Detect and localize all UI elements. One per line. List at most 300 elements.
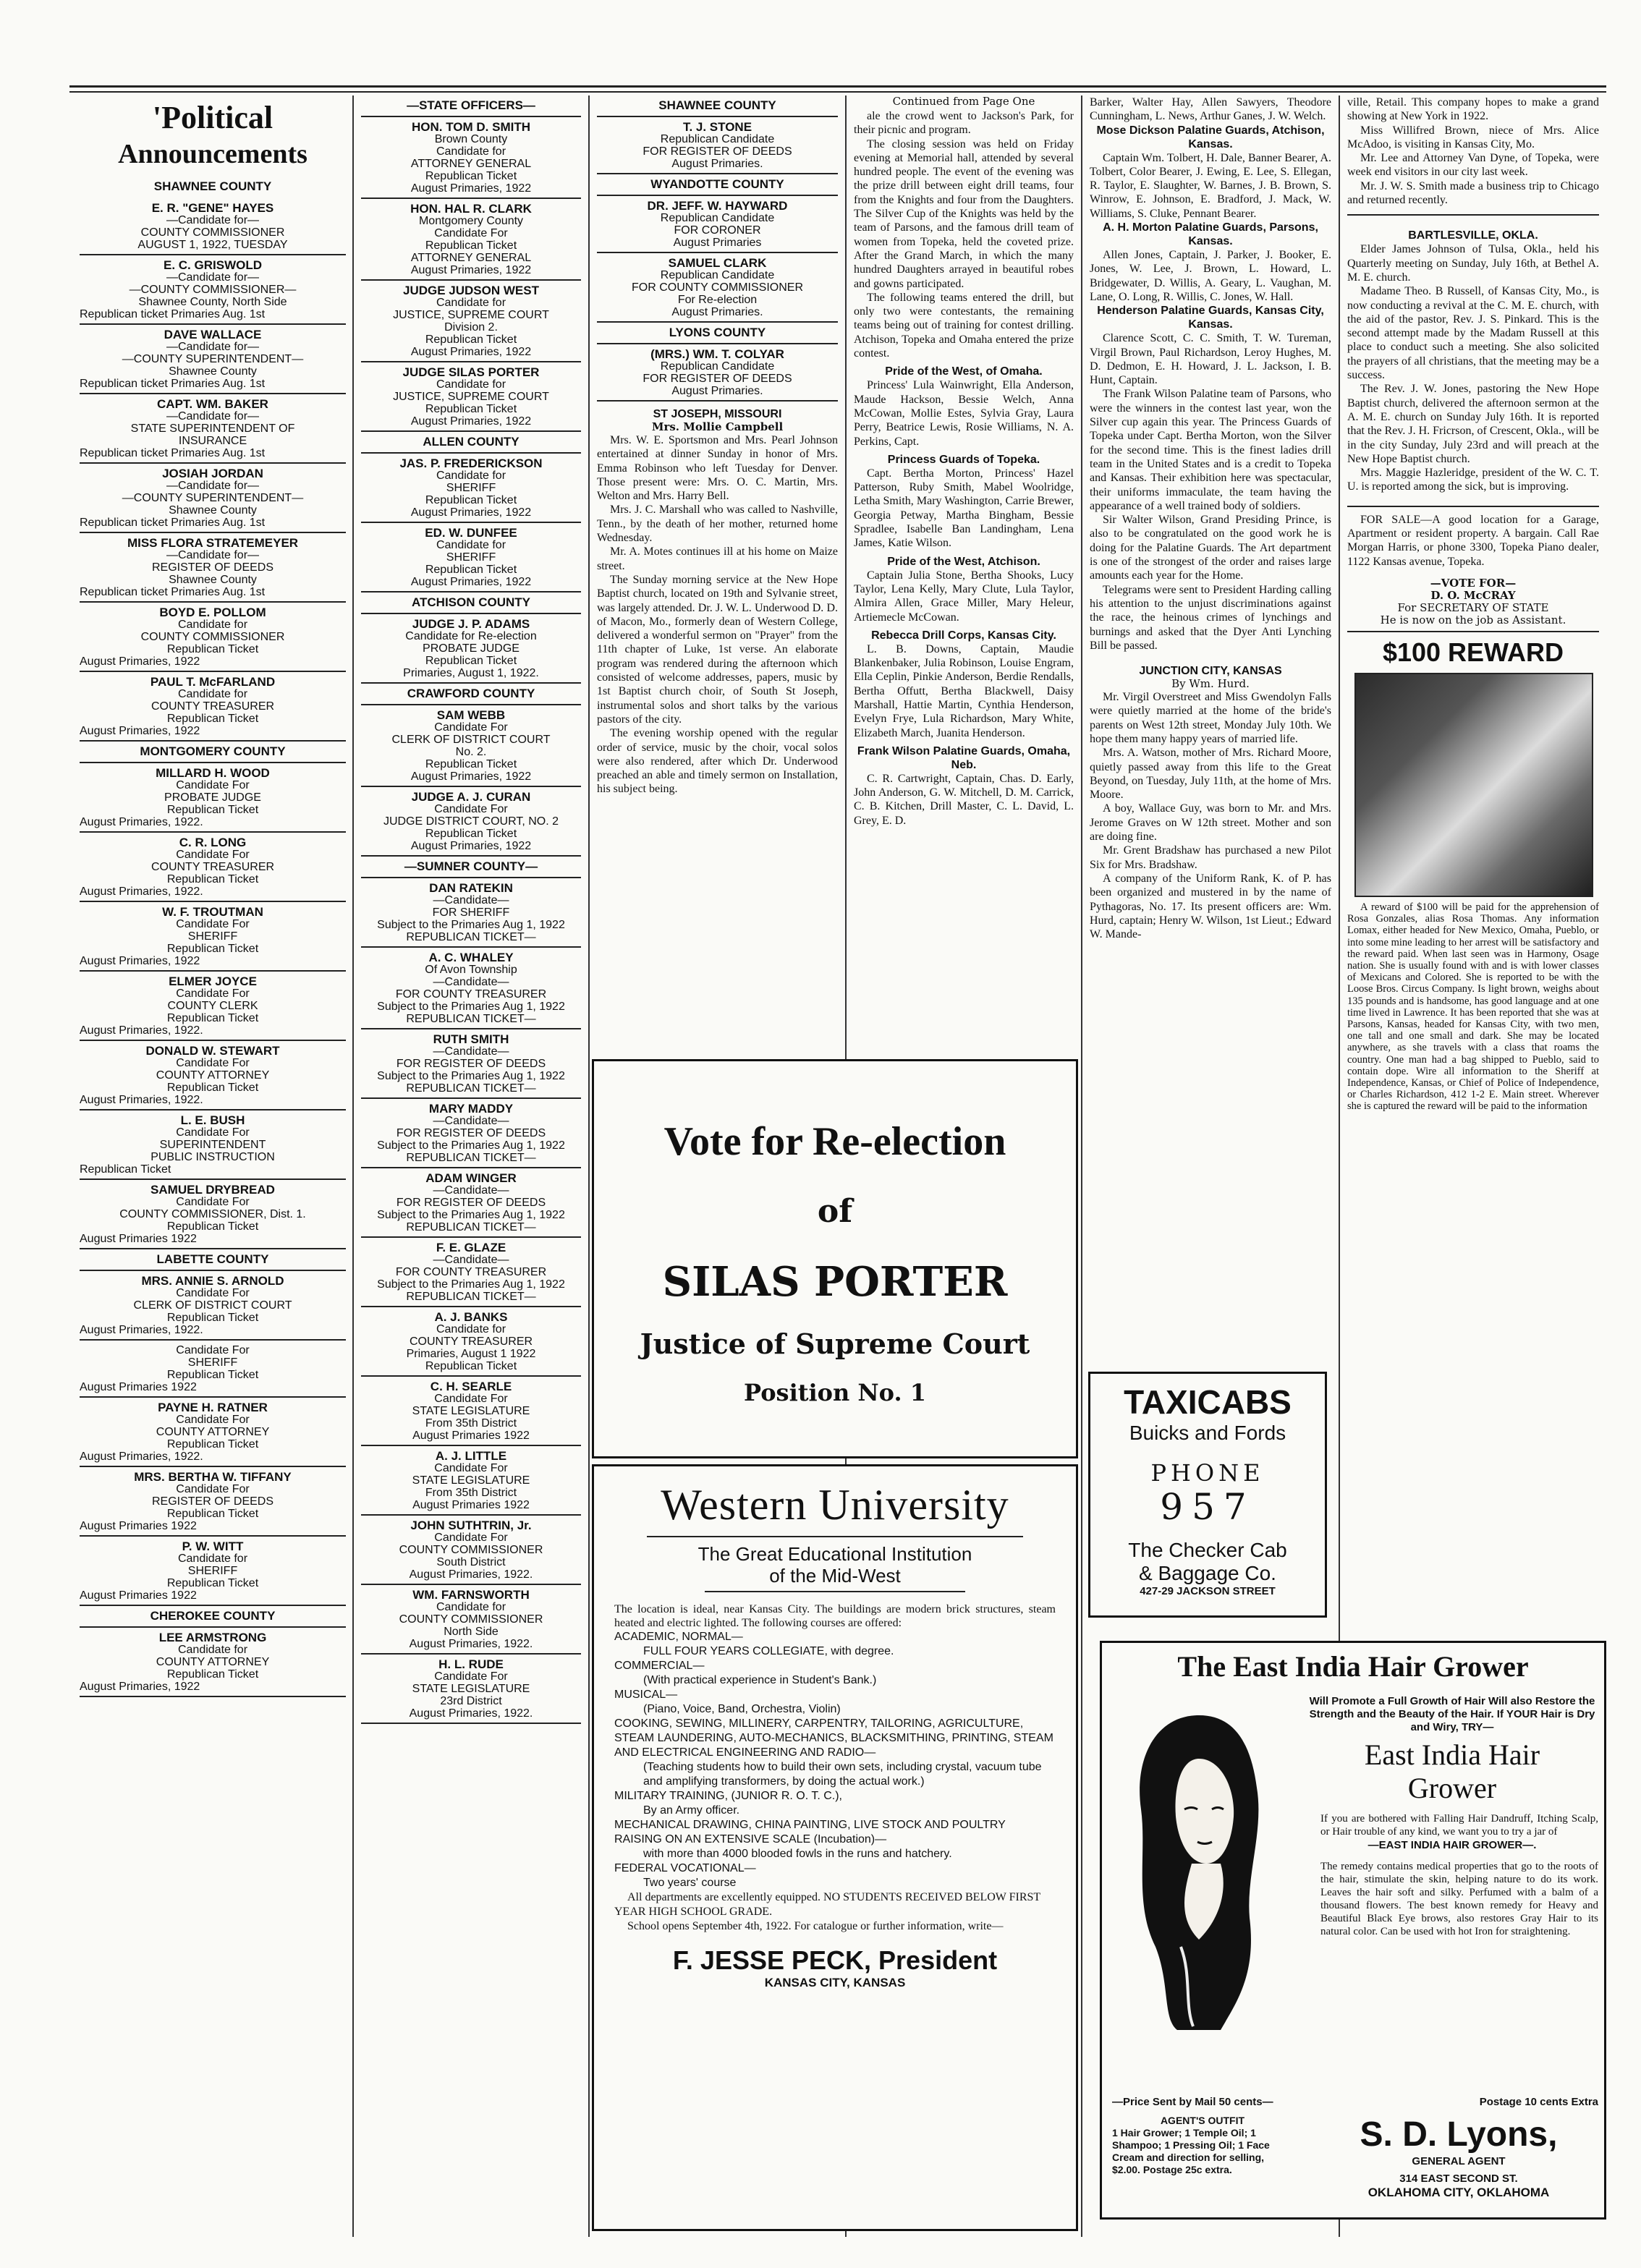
candidate-line: Republican Ticket [425,1360,517,1372]
candidate-line: REPUBLICAN TICKET— [406,1152,536,1164]
paragraph: Mr. A. Motes continues ill at his home on Maize street. [597,545,838,572]
candidate-ticket: Republican Ticket [166,643,259,655]
candidate-block [597,344,838,402]
ad-text: —EAST INDIA HAIR GROWER—. [1368,1839,1537,1851]
candidate-role: —Candidate for— [166,480,260,492]
candidate-line: Subject to the Primaries Aug 1, 1922 [377,919,565,931]
candidate-block [361,281,581,362]
ad-headline: Vote for Re-election [663,1119,1006,1164]
candidate-office: CLERK OF DISTRICT COURT [133,1299,292,1312]
candidate-office: COUNTY ATTORNEY [156,1426,270,1438]
candidate-block [80,672,346,742]
paragraph: The evening worship opened with the regular order of service, music by the choir, vocal solos were also rendered, after which Dr. Underwood preached an able and timely sermon on Installation, his subject being. [597,727,838,796]
section-heading: ALLEN COUNTY [361,432,581,454]
candidate-line: STATE LEGISLATURE [412,1474,530,1487]
course-line: FEDERAL VOCATIONAL— [614,1862,756,1874]
political-announcements-column [75,95,350,1697]
bartlesville-column [1343,95,1603,1571]
paragraph: Mr. Grent Bradshaw has purchased a new Pilot Six for Mrs. Bradshaw. [1090,844,1331,871]
article-body [1090,151,1331,221]
candidate-block [80,972,346,1041]
candidate-ticket2: August Primaries, 1922. [80,816,203,828]
candidate-ticket2: Republican ticket Primaries Aug. 1st [80,378,266,390]
candidate-ticket: Republican Ticket [166,1668,259,1681]
candidate-block [361,1377,581,1446]
paragraph: The following teams entered the drill, but only two were contestants, the remaining teams being out of training for contest drilling. Atchison, Topeka and Omaha entered the prize contest. [854,291,1074,360]
candidate-line: Candidate for [436,1323,506,1335]
candidate-ticket2: August Primaries, 1922 [80,955,200,967]
candidate-line: PROBATE JUDGE [423,642,520,655]
candidate-line: For Re-election [677,294,758,306]
candidate-block [80,533,346,603]
candidate-ticket: INSURANCE [178,435,247,447]
candidate-line: SAMUEL CLARK [668,256,767,270]
candidate-line: Candidate For [434,1532,508,1544]
course-line: (With practical experience in Student's Bank.) [643,1674,877,1686]
candidate-ticket2: August Primaries, 1922 [80,1681,200,1693]
ad-name: SILAS PORTER [662,1258,1008,1306]
candidate-block [361,1516,581,1585]
candidate-block [597,117,838,174]
candidate-line: Subject to the Primaries Aug 1, 1922 [377,1278,565,1291]
section-heading: —SUMNER COUNTY— [361,857,581,878]
candidate-office: COUNTY ATTORNEY [156,1069,270,1082]
candidate-block [361,948,581,1029]
article-body [1090,248,1331,304]
candidate-name: PAYNE H. RATNER [158,1401,268,1414]
paragraph: A company of the Uniform Rank, K. of P. has been organized and mustered in by the name of Pythagoras, No. 17. Its present officers are: Wm. Hurd, captain; Henry W. Wilson, 1st Lieut.; Edward W. Mande- [1090,872,1331,941]
candidate-block [361,1029,581,1099]
course-line: (Piano, Voice, Band, Orchestra, Violin) [643,1703,841,1715]
column-rule [352,95,354,2237]
candidate-line: —Candidate— [433,976,509,988]
candidate-name: ELMER JOYCE [169,974,257,988]
paragraph: Mrs. J. C. Marshall who was called to Nashville, Tenn., by the death of her mother, returned home Wednesday. [597,504,838,545]
candidate-ticket: Republican Ticket [166,943,259,955]
candidate-line: SHERIFF [446,551,496,564]
candidate-line: Montgomery County [418,215,524,227]
candidate-line: August Primaries [673,237,762,249]
candidate-ticket2: August Primaries, 1922 [80,725,200,737]
candidate-line: —Candidate— [433,894,509,906]
brand-name: Grower [1407,1772,1497,1804]
ad-intro: The location is ideal, near Kansas City. The buildings are modern brick structures, steam heated and electric lighted. The following courses are offered: [614,1603,1056,1629]
candidate-block [80,464,346,533]
candidate-line: WM. FARNSWORTH [412,1588,530,1602]
candidate-line: August Primaries, 1922 [410,506,532,519]
candidate-block [80,902,346,972]
article-body [854,378,1074,448]
candidate-line: ATTORNEY GENERAL [410,158,532,170]
candidate-line: FOR SHERIFF [432,906,510,919]
article-body [1090,95,1331,124]
candidate-line: August Primaries, 1922. [409,1638,533,1650]
candidate-line: Republican Ticket [425,758,517,770]
silas-porter-ad [592,1059,1078,1458]
candidate-ticket2: August Primaries 1922 [80,1589,197,1602]
candidate-office: SHERIFF [187,1356,238,1369]
candidate-name: SAMUEL DRYBREAD [150,1183,275,1197]
candidate-line: August Primaries 1922 [412,1499,530,1511]
paragraph: Mr. Virgil Overstreet and Miss Gwendolyn Falls were quietly married at the home of the bride's parents on West 12th street, Monday July 10th. We hope them many happy years of married life. [1090,691,1331,745]
candidate-block [80,1271,346,1341]
team-heading: Mose Dickson Palatine Guards, Atchison, Kansas. [1096,124,1325,150]
candidate-line: ADAM WINGER [425,1171,517,1185]
course-line: MUSICAL— [614,1689,678,1701]
candidate-role: Candidate For [176,779,250,791]
ad-of: of [817,1193,853,1230]
candidate-block [80,325,346,394]
candidate-role: Candidate For [176,1126,250,1139]
candidate-ticket: Republican Ticket [166,1082,259,1094]
candidate-block [361,1655,581,1724]
paragraph: Mr. Lee and Attorney Van Dyne, of Topeka, were week end visitors in our city last week. [1347,152,1599,179]
hair-ad-copy [1306,1691,1598,1938]
candidate-block [80,1110,346,1180]
candidate-role: —Candidate for— [166,214,260,226]
ad-position: Position No. 1 [744,1379,926,1406]
ad-president: F. JESSE PECK, President [672,1945,998,1975]
candidate-name: E. C. GRISWOLD [164,258,262,272]
taxicabs-ad [1088,1372,1327,1618]
candidate-line: DAN RATEKIN [429,881,513,895]
candidate-ticket: Republican Ticket [166,1012,259,1024]
candidate-line: From 35th District [425,1417,517,1430]
candidate-ticket: Republican Ticket [166,1220,259,1233]
candidate-office: SHERIFF [187,930,238,943]
candidate-name: MRS. ANNIE S. ARNOLD [141,1274,284,1288]
header-rule [69,85,1606,93]
candidate-line: Republican Ticket [425,828,517,840]
paragraph: A reward of $100 will be paid for the apprehension of Rosa Gonzales, alias Rosa Thomas. Any information Lomax, either headed for New Mexico, Omaha, Pueblo, or into some mine leading to her arrest will be satisfactory and the reward paid. When last seen was in Harmony, Osage nation. She is usually found with and is with lower classes of Mexicans and Colored. She is reported to be with the Loose Bros. Circus Company. Is light brown, weighs about 135 pounds and is handsome, has good language and at one time lived in Lawrence. It has been reported that she was at Parsons, Kansas, headed for Kansas City, with two men, one tall and one small and dark. She may be located anywhere, as she travels with a class that roams the country. One man had a bag shipped to Pueblo, said to contain dope. Wire all information to the Sheriff at Independence, Kansas, or Chief of Police of Independence, or Charles Richardson, 412 1-2 E. Main street. Wherever she is captured the reward will be paid to the information [1347,901,1599,1113]
candidate-line: ATTORNEY GENERAL [410,252,532,264]
county-column [593,95,842,1054]
candidate-line: JUDGE A. J. CURAN [411,790,531,804]
candidate-name: BOYD E. POLLOM [159,606,266,619]
course-line: with more than 4000 blooded fowls in the runs and hatchery. [643,1848,952,1860]
candidate-line: August Primaries. [671,306,763,318]
agent-title: GENERAL AGENT [1412,2155,1506,2167]
candidate-role: Candidate For [176,1344,250,1356]
state-officers-column [357,95,585,1724]
candidate-block [361,1099,581,1168]
candidate-name: L. E. BUSH [180,1113,245,1127]
paragraph: Sir Walter Wilson, Grand Presiding Prince, is also to be congratulated on the good work he is doing for the Palatine Guards. The Art department is one of the strongest of the order and raises large amounts each year for the Home. [1090,514,1331,582]
candidate-name: DONALD W. STEWART [145,1044,280,1058]
candidate-line: August Primaries, 1922 [410,346,532,358]
candidate-line: HON. HAL R. CLARK [410,202,532,216]
candidate-line: Brown County [434,133,508,145]
candidate-block [361,199,581,281]
candidate-line: COUNTY TREASURER [409,1335,533,1348]
phone-label: PHONE [1150,1459,1265,1487]
candidate-line: FOR REGISTER OF DEEDS [643,373,792,385]
candidate-ticket2: August Primaries, 1922. [80,1024,203,1037]
article-body [1090,331,1331,387]
candidate-block [361,1168,581,1238]
article-body [854,569,1074,624]
paragraph: Mr. J. W. S. Smith made a business trip to Chicago and returned recently. [1347,179,1599,207]
candidate-role: —Candidate for— [166,271,260,284]
candidate-line: Subject to the Primaries Aug 1, 1922 [377,1001,565,1013]
candidate-block [361,1585,581,1655]
paragraph: Mrs. A. Watson, mother of Mrs. Richard Moore, quietly passed away from this life to the Great Beyond, on Tuesday, July 11th, at the home of Mrs. Moore. [1090,747,1331,802]
candidate-office: —COUNTY SUPERINTENDENT— [122,492,304,504]
candidate-ticket: Republican Ticket [166,804,259,816]
candidate-role: —Candidate for— [166,410,260,422]
candidate-line: Republican Ticket [425,334,517,346]
ad-text: The remedy contains medical properties that go to the roots of the hair, stimulate the skin, helping nature to do its work. Leaves the hair soft and silky. Perfumed with a balm of a thousand flowers. The best known remedy for Heavy and Beautiful Black Eye brows, also restores Gray Hair to its natural color. Can be used with hot Iron for straightening. [1320,1861,1598,1937]
vote-head: —VOTE FOR— [1430,576,1517,590]
candidate-line: Republican Candidate [660,133,775,145]
course-line: By an Army officer. [643,1804,740,1817]
candidate-line: Subject to the Primaries Aug 1, 1922 [377,1209,565,1221]
candidate-line: MARY MADDY [428,1102,514,1116]
candidate-block [361,878,581,948]
paragraph: Captain Wm. Tolbert, H. Dale, Banner Bearer, A. Tolbert, Color Bearer, J. Ewing, E. Lee, S. Ellegan, R. Taylor, E. Slaughter, W. Barnes, J. B. Brown, S. Winrow, E. Johnson, E. Bradford, J. Mack, W. Williams, S. Cluke, Pennant Bearer. [1090,151,1331,220]
candidate-line: Candidate for [436,145,506,158]
candidate-line: August Primaries 1922 [412,1430,530,1442]
article-body [854,467,1074,551]
vote-line: He is now on the job as Assistant. [1347,614,1599,632]
candidate-office: COUNTY COMMISSIONER, Dist. 1. [119,1208,306,1220]
candidate-line: August Primaries, 1922 [410,264,532,276]
candidate-role: Candidate For [176,1414,250,1426]
candidate-block [361,614,581,684]
candidate-line: No. 2. [455,746,487,758]
candidate-block [361,1307,581,1377]
article-body [1090,690,1331,941]
paragraph: L. B. Downs, Captain, Maudie Blankenbaker, Julia Robinson, Louise Engram, Ella Ceplin, Pinkie Anderson, Berdie Rendalls, Bertha Offutt, Bertha Blackwell, Daisy Marshall, Hattie Martin, Cynthia Henderson, Evelyn Frye, Lula Richardson, Mary White, Elizabeth March, Juanita Henderson. [854,642,1074,739]
candidate-office: —COUNTY SUPERINTENDENT— [122,353,304,365]
candidate-line: Candidate For [434,721,508,734]
candidate-ticket2: August Primaries 1922 [80,1520,197,1532]
candidate-ticket: Republican Ticket [166,1369,259,1381]
candidate-ticket2: August Primaries, 1922. [80,1094,203,1106]
candidate-line: Republican Ticket [425,403,517,415]
candidate-line: —Candidate— [433,1254,509,1266]
candidate-line: 23rd District [440,1695,502,1707]
candidate-role: Candidate For [176,918,250,930]
column-rule [1081,95,1082,2237]
candidate-line: August Primaries, 1922 [410,182,532,195]
candidate-name: C. R. LONG [179,836,247,849]
candidate-ticket: Shawnee County [169,365,257,378]
reward-photo [1354,673,1593,897]
outfit-heading: AGENT'S OUTFIT [1160,2115,1245,2126]
candidate-ticket: PUBLIC INSTRUCTION [150,1151,275,1163]
candidate-block [80,1041,346,1110]
paragraph: Mrs. Maggie Hazleridge, president of the W. C. T. U. is reported among the sick, but is improving. [1347,467,1599,493]
candidate-line: DR. JEFF. W. HAYWARD [647,199,788,213]
woman-portrait-illustration [1112,1701,1302,2034]
candidate-line: STATE LEGISLATURE [412,1405,530,1417]
agent-name: S. D. Lyons, [1360,2115,1558,2154]
candidate-line: REPUBLICAN TICKET— [406,1291,536,1303]
course-line: COMMERCIAL— [614,1660,705,1672]
article-dateline: JUNCTION CITY, KANSAS [1139,665,1282,678]
candidate-line: —Candidate— [433,1045,509,1058]
candidate-line: —Candidate— [433,1115,509,1127]
article-body [854,109,1074,360]
paragraph: Mrs. W. E. Sportsmon and Mrs. Pearl Johnson entertained at dinner Sunday in honor of Mrs. Emma Robinson who left Tuesday for Denver. Those present were: Mrs. O. C. Martin, Mrs. Welton and Mrs. Harry Bell. [597,434,838,503]
paragraph: C. R. Cartwright, Captain, Chas. D. Early, John Anderson, G. W. Mitchell, D. M. Carrick, C. B. Kitchen, Drill Master, C. L. David, L. Grey, E. D. [854,772,1074,827]
candidate-office: REGISTER OF DEEDS [151,561,274,574]
candidate-line: Of Avon Township [425,964,517,976]
ad-office: Justice of Supreme Court [640,1328,1030,1360]
candidate-line: FOR COUNTY TREASURER [395,988,547,1001]
candidate-line: JUDGE DISTRICT COURT, NO. 2 [383,815,559,828]
candidate-name: PAUL T. McFARLAND [150,675,276,689]
outfit-text: 1 Hair Grower; 1 Temple Oil; 1 Shampoo; 1 Pressing Oil; 1 Face Cream and direction for selling, $2.00. Postage 25c extra. [1112,2127,1270,2175]
paragraph: The closing session was held on Friday evening at Memorial hall, attended by several hundred people. The event of the evening was the prize drill between eight drill teams, four from the Knights and four from the Daughters. The Silver Cup of the Knights was held by the team of Parsons, and the famous drill team of women from Topeka, held the coveted prize. After the Grand March, in which the many hundred Daughters arrayed in beautiful robes and gowns participated. [854,137,1074,290]
candidate-line: Candidate for [436,470,506,482]
candidate-line: REPUBLICAN TICKET— [406,1221,536,1233]
company-name: The Checker Cab [1128,1539,1287,1561]
candidate-line: A. J. BANKS [434,1310,508,1324]
candidate-line: Primaries, August 1 1922 [406,1348,536,1360]
candidate-block [80,833,346,902]
vote-office: For SECRETARY OF STATE [1397,600,1549,614]
candidate-line: A. J. LITTLE [435,1449,507,1463]
county-heading: CHEROKEE COUNTY [80,1606,346,1628]
candidate-role: Candidate for [177,1553,248,1565]
course-line: All departments are excellently equipped. NO STUDENTS RECEIVED BELOW FIRST YEAR HIGH SCHOOL GRADE. [614,1891,1040,1918]
candidate-role: Candidate For [176,1287,250,1299]
candidate-role: —Candidate for— [166,549,260,561]
candidate-line: August Primaries, 1922. [409,1707,533,1720]
paragraph: A boy, Wallace Guy, was born to Mr. and Mrs. Jerome Graves on W 12th street. Mother and son are doing fine. [1090,802,1331,844]
candidate-name: W. F. TROUTMAN [162,905,263,919]
candidate-role: Candidate For [176,1483,250,1495]
county-heading: MONTGOMERY COUNTY [80,742,346,763]
candidate-line: Republican Ticket [425,170,517,182]
candidate-ticket: Republican Ticket [166,713,259,725]
candidate-name: MILLARD H. WOOD [156,766,270,780]
candidate-block [80,198,346,255]
paragraph: ale the crowd went to Jackson's Park, for their picnic and program. [854,110,1074,137]
candidate-line: August Primaries. [671,385,763,397]
candidate-line: August Primaries, 1922 [410,576,532,588]
candidate-line: T. J. STONE [682,120,752,134]
page-subtitle: Announcements [118,139,308,169]
candidate-ticket2: Republican Ticket [80,1163,171,1176]
candidate-line: COUNTY COMMISSIONER [399,1613,543,1626]
candidate-line: Republican Ticket [425,239,517,252]
candidate-line: REPUBLICAN TICKET— [406,1013,536,1025]
candidate-line: Republican Ticket [425,564,517,576]
candidate-line: COUNTY COMMISSIONER [399,1544,543,1556]
candidate-office: STATE SUPERINTENDENT OF [130,422,295,435]
candidate-office: COUNTY ATTORNEY [156,1656,270,1668]
classified-ad [1347,506,1599,569]
candidate-ticket2: Republican ticket Primaries Aug. 1st [80,517,266,529]
candidate-line: STATE LEGISLATURE [412,1683,530,1695]
reward-text [1347,901,1599,1113]
agent-address: 314 EAST SECOND ST. [1399,2173,1518,2185]
team-heading: Rebecca Drill Corps, Kansas City. [871,629,1056,642]
ad-text: If you are bothered with Falling Hair Dandruff, Itching Scalp, or Hair trouble of any kind, we want you to try a jar of [1320,1813,1598,1838]
candidate-line: From 35th District [425,1487,517,1499]
paragraph: Princess' Lula Wainwright, Ella Anderson, Maude Hackson, Bessie Welch, Anna McCowan, Mollie Estes, Sylvia Gray, Laura Perry, Beatrice Lewis, Rosie Williams, N. A. Perkins, Capt. [854,379,1074,448]
paragraph: Clarence Scott, C. C. Smith, T. W. Tureman, Virgil Brown, Paul Richardson, Leroy Hughes, M. D. Dedmon, E. H. Howard, J. L. Jackson, I. B. Hunt, Captain. [1090,332,1331,387]
hair-grower-ad [1100,1641,1606,2220]
section-heading: WYANDOTTE COUNTY [597,174,838,196]
paragraph: Barker, Walter Hay, Allen Sawyers, Theodore Cunningham, L. News, Arthur Ganes, J. W. Welch. [1090,96,1331,123]
candidate-line: FOR REGISTER OF DEEDS [396,1127,546,1139]
candidate-line: FOR COUNTY TREASURER [395,1266,547,1278]
section-heading: —STATE OFFICERS— [361,95,581,117]
course-line: (Teaching students how to build their own sets, including crystal, vacuum tube and amplifying transformers, by doing the actual work.) [643,1761,1042,1788]
candidate-block [80,603,346,672]
candidate-ticket2: Republican ticket Primaries Aug. 1st [80,447,266,459]
course-line: FULL FOUR YEARS COLLEGIATE, with degree. [643,1645,894,1657]
candidate-line: FOR REGISTER OF DEEDS [396,1197,546,1209]
county-heading: SHAWNEE COUNTY [153,179,272,193]
candidate-block [80,255,346,325]
candidate-ticket: Shawnee County [169,504,257,517]
candidate-ticket2: Republican ticket Primaries Aug. 1st [80,586,266,598]
team-heading: Pride of the West, Atchison. [887,555,1040,568]
candidate-role: Candidate For [176,1057,250,1069]
candidate-line: Republican Ticket [425,655,517,667]
candidate-name: CAPT. WM. BAKER [157,397,268,411]
candidate-block [80,1537,346,1606]
candidate-line: August Primaries, 1922 [410,840,532,852]
candidate-line: Republican Candidate [660,212,775,224]
candidate-ticket: Shawnee County [169,574,257,586]
candidate-line: JUSTICE, SUPREME COURT [393,391,549,403]
candidate-office: —COUNTY COMMISSIONER— [129,284,297,296]
candidate-ticket: AUGUST 1, 1922, TUESDAY [137,239,288,251]
candidate-line: FOR REGISTER OF DEEDS [643,145,792,158]
candidate-line: Subject to the Primaries Aug 1, 1922 [377,1070,565,1082]
candidate-block [361,1446,581,1516]
team-heading: Frank Wilson Palatine Guards, Omaha, Neb. [857,744,1071,771]
postage: Postage 10 cents Extra [1479,2096,1598,2108]
paragraph: The Sunday morning service at the New Hope Baptist church, located on 19th and Sylvanie street, was largely attended. Dr. J. W. L. Underwood D. D. of Macon, Mo., formerly dean of Western College, delivered a wonderful sermon on "Prayer" from the 11th chapter of Luke, 1st verse. An elaborate program was rendered during the afternoon which consisted of welcome addresses, papers, music by 1st Baptist church choir, of South St Joseph, instrumental solos and short talks by the various pastors of the city. [597,573,838,726]
candidate-name: MISS FLORA STRATEMEYER [127,536,299,550]
candidate-block [361,523,581,593]
candidate-line: JAS. P. FREDERICKSON [399,456,543,470]
paragraph: ville, Retail. This company hopes to make a grand showing at New York in 1922. [1347,96,1599,123]
paragraph: The Frank Wilson Palatine team of Parsons, who were the winners in the contest last year, won the Silver cup again this year. The Princess Guards of Topeka under Capt. Bertha Morton, won the Silver for the second time. This is the finest ladies drill team in the United States and is a credit to Topeka and Kansas. Their exhibition here was spectacular, their uniforms immaculate, the team having the appearance of a well trained body of soldiers. [1090,388,1331,512]
article-body [854,772,1074,828]
candidate-ticket2: Republican ticket Primaries Aug. 1st [80,308,266,320]
candidate-block [80,1398,346,1467]
candidate-line: ED. W. DUNFEE [425,526,517,540]
course-line: MECHANICAL DRAWING, CHINA PAINTING, LIVE STOCK AND POULTRY RAISING ON AN EXTENSIVE SCALE (Incubation)— [614,1819,1006,1846]
course-line: ACADEMIC, NORMAL— [614,1631,743,1643]
candidate-block [361,454,581,523]
candidate-block [80,1341,346,1398]
candidate-line: Republican Candidate [660,360,775,373]
page-title: 'Political [152,100,274,135]
agent-address: OKLAHOMA CITY, OKLAHOMA [1368,2186,1550,2199]
candidate-block [361,117,581,199]
article-body [854,642,1074,740]
candidate-line: Candidate for Re-election [405,630,537,642]
candidate-ticket: Republican Ticket [166,1312,259,1324]
article-body [1090,387,1331,653]
candidate-line: August Primaries, 1922 [410,770,532,783]
team-heading: Pride of the West, of Omaha. [885,365,1043,378]
candidate-line: Candidate For [434,1462,508,1474]
candidate-line: FOR CORONER [674,224,761,237]
team-heading: Princess Guards of Topeka. [887,453,1040,466]
ad-subtitle: Buicks and Fords [1129,1422,1286,1444]
candidate-line: Division 2. [444,321,498,334]
